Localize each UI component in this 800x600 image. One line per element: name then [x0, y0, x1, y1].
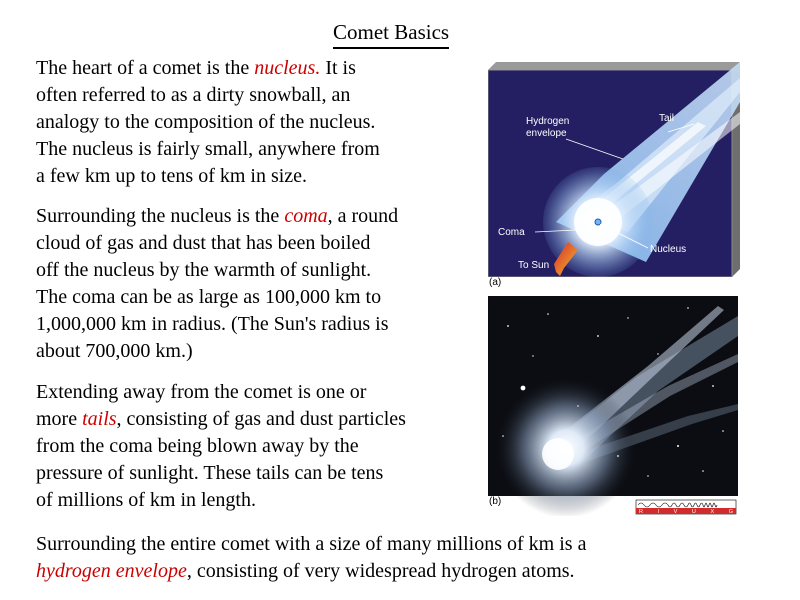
spectrum-band-labels: R I V U X G [639, 509, 733, 515]
label-nucleus: Nucleus [650, 244, 687, 255]
paragraph-line: pressure of sunlight. These tails can be tens [36, 462, 384, 484]
comet-diagram [488, 62, 740, 277]
term-nucleus: nucleus. [254, 57, 321, 79]
paragraph-coma [36, 203, 496, 365]
paragraph-line: Extending away from the comet is one or [36, 381, 367, 403]
paragraph-line: Surrounding the nucleus is the coma, a round [36, 205, 399, 227]
paragraph-line: cloud of gas and dust that has been boiled [36, 232, 371, 254]
paragraph-line: from the coma being blown away by the [36, 435, 359, 457]
label-tail: Tail [659, 113, 675, 124]
label-hydrogen-envelope-l1: Hydrogen [526, 116, 570, 127]
page-title: Comet Basics [333, 18, 449, 49]
figure-b-label: (b) [489, 496, 502, 507]
paragraph-line: Surrounding the entire comet with a size of many millions of km is a [36, 533, 587, 555]
paragraph-line: 1,000,000 km in radius. (The Sun's radius is [36, 313, 389, 335]
term-coma: coma [284, 205, 328, 227]
paragraph-line: about 700,000 km.) [36, 340, 193, 362]
paragraph-nucleus [36, 55, 496, 190]
paragraph-line: more tails, consisting of gas and dust particles [36, 408, 406, 430]
paragraph-line: of millions of km in length. [36, 489, 256, 511]
figure-a-label: (a) [489, 277, 502, 288]
paragraph-tails [36, 379, 496, 514]
paragraph-line: The coma can be as large as 100,000 km to [36, 286, 382, 308]
paragraph-line: The heart of a comet is the nucleus. It is [36, 57, 356, 79]
term-hydrogen-envelope: hydrogen envelope [36, 560, 187, 582]
paragraph-line: a few km up to tens of km in size. [36, 165, 308, 187]
paragraph-line: analogy to the composition of the nucleus. [36, 111, 376, 133]
comet-photo [488, 296, 738, 516]
paragraph-line: The nucleus is fairly small, anywhere from [36, 138, 380, 160]
label-hydrogen-envelope-l2: envelope [526, 128, 567, 139]
paragraph-hydrogen-envelope [36, 531, 776, 585]
paragraph-line: often referred to as a dirty snowball, an [36, 84, 351, 106]
label-to-sun: To Sun [518, 260, 550, 271]
term-tails: tails [82, 408, 117, 430]
paragraph-line: off the nucleus by the warmth of sunlight. [36, 259, 372, 281]
label-coma: Coma [498, 227, 525, 238]
paragraph-line: hydrogen envelope, consisting of very widespread hydrogen atoms. [36, 560, 575, 582]
